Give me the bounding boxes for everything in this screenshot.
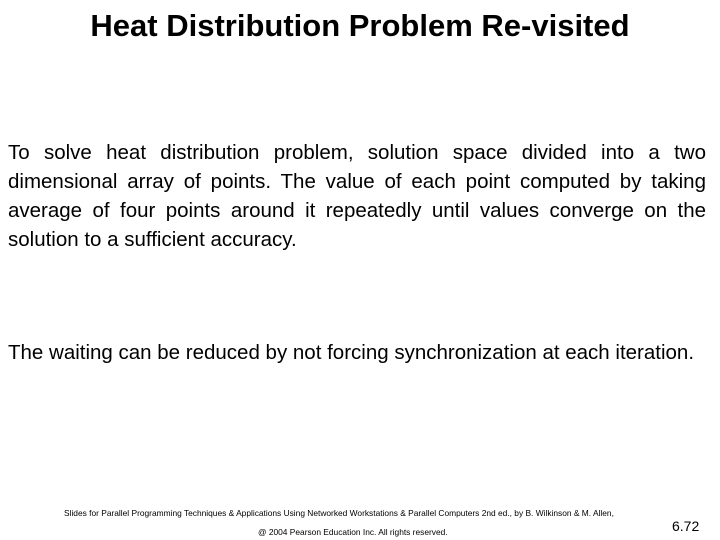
footer-credit-line: Slides for Parallel Programming Techniques & Applications Using Networked Workstations & Parallel Computers 2nd ed., by B. Wilkinson & M. Allen, <box>64 508 614 518</box>
footer-copyright-line: @ 2004 Pearson Education Inc. All rights reserved. <box>258 527 448 537</box>
paragraph-heat-distribution-description: To solve heat distribution problem, solution space divided into a two dimensional array of points. The value of each point computed by taking average of four points around it repeatedly until values converge on the solution to a sufficient accuracy. <box>8 141 706 251</box>
slide-title: Heat Distribution Problem Re-visited <box>90 8 630 43</box>
slide-page-number: 6.72 <box>672 518 700 534</box>
paragraph-waiting-reduction: The waiting can be reduced by not forcing synchronization at each iteration. <box>8 341 695 364</box>
